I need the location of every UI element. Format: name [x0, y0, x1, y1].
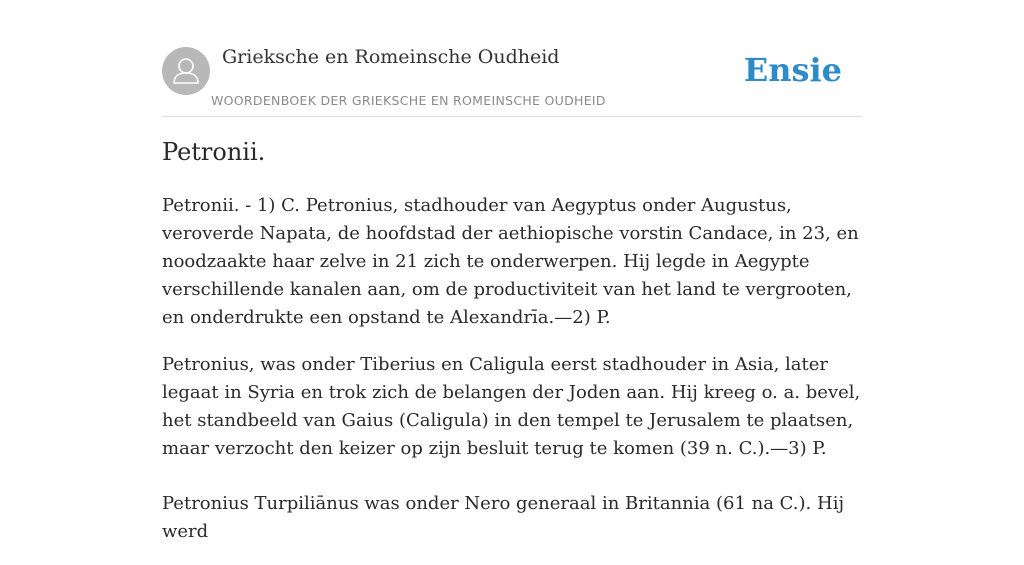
entry-paragraph: Petronius Turpiliānus was onder Nero generaal in Britannia (61 na C.). Hij werd	[162, 493, 845, 542]
ensie-logo[interactable]: Ensie	[743, 51, 842, 89]
entry-body	[162, 192, 862, 565]
entry-paragraph: Petronii. - 1) C. Petronius, stadhouder van Aegyptus onder Augustus, veroverde Napata, de hoofdstad der aethiopische vorstin Candace, in 23, en noodzaakte haar zelve in 21 zich te onderwerpen. Hij legde in Aegypte verschillende kanalen aan, om de productiviteit van het land te vergrooten, en onderdrukte een opstand te Alexandrīa.—2) P.	[162, 195, 859, 328]
page-title: Petronii.	[162, 138, 266, 166]
site-subtitle[interactable]: WOORDENBOEK DER GRIEKSCHE EN ROMEINSCHE OUDHEID	[211, 93, 606, 108]
site-name[interactable]: Grieksche en Romeinsche Oudheid	[222, 46, 560, 68]
entry-paragraph: Petronius, was onder Tiberius en Caligula eerst stadhouder in Asia, later legaat in Syria en trok zich de belangen der Joden aan. Hij kreeg o. a. bevel, het standbeeld van Gaius (Caligula) in den tempel te Jerusalem te plaatsen, maar verzocht den keizer op zijn besluit terug te komen (39 n. C.).—3) P.	[162, 354, 861, 459]
avatar[interactable]	[162, 47, 210, 95]
page-container	[162, 0, 862, 542]
user-silhouette-icon	[162, 47, 210, 95]
site-header	[162, 0, 862, 117]
